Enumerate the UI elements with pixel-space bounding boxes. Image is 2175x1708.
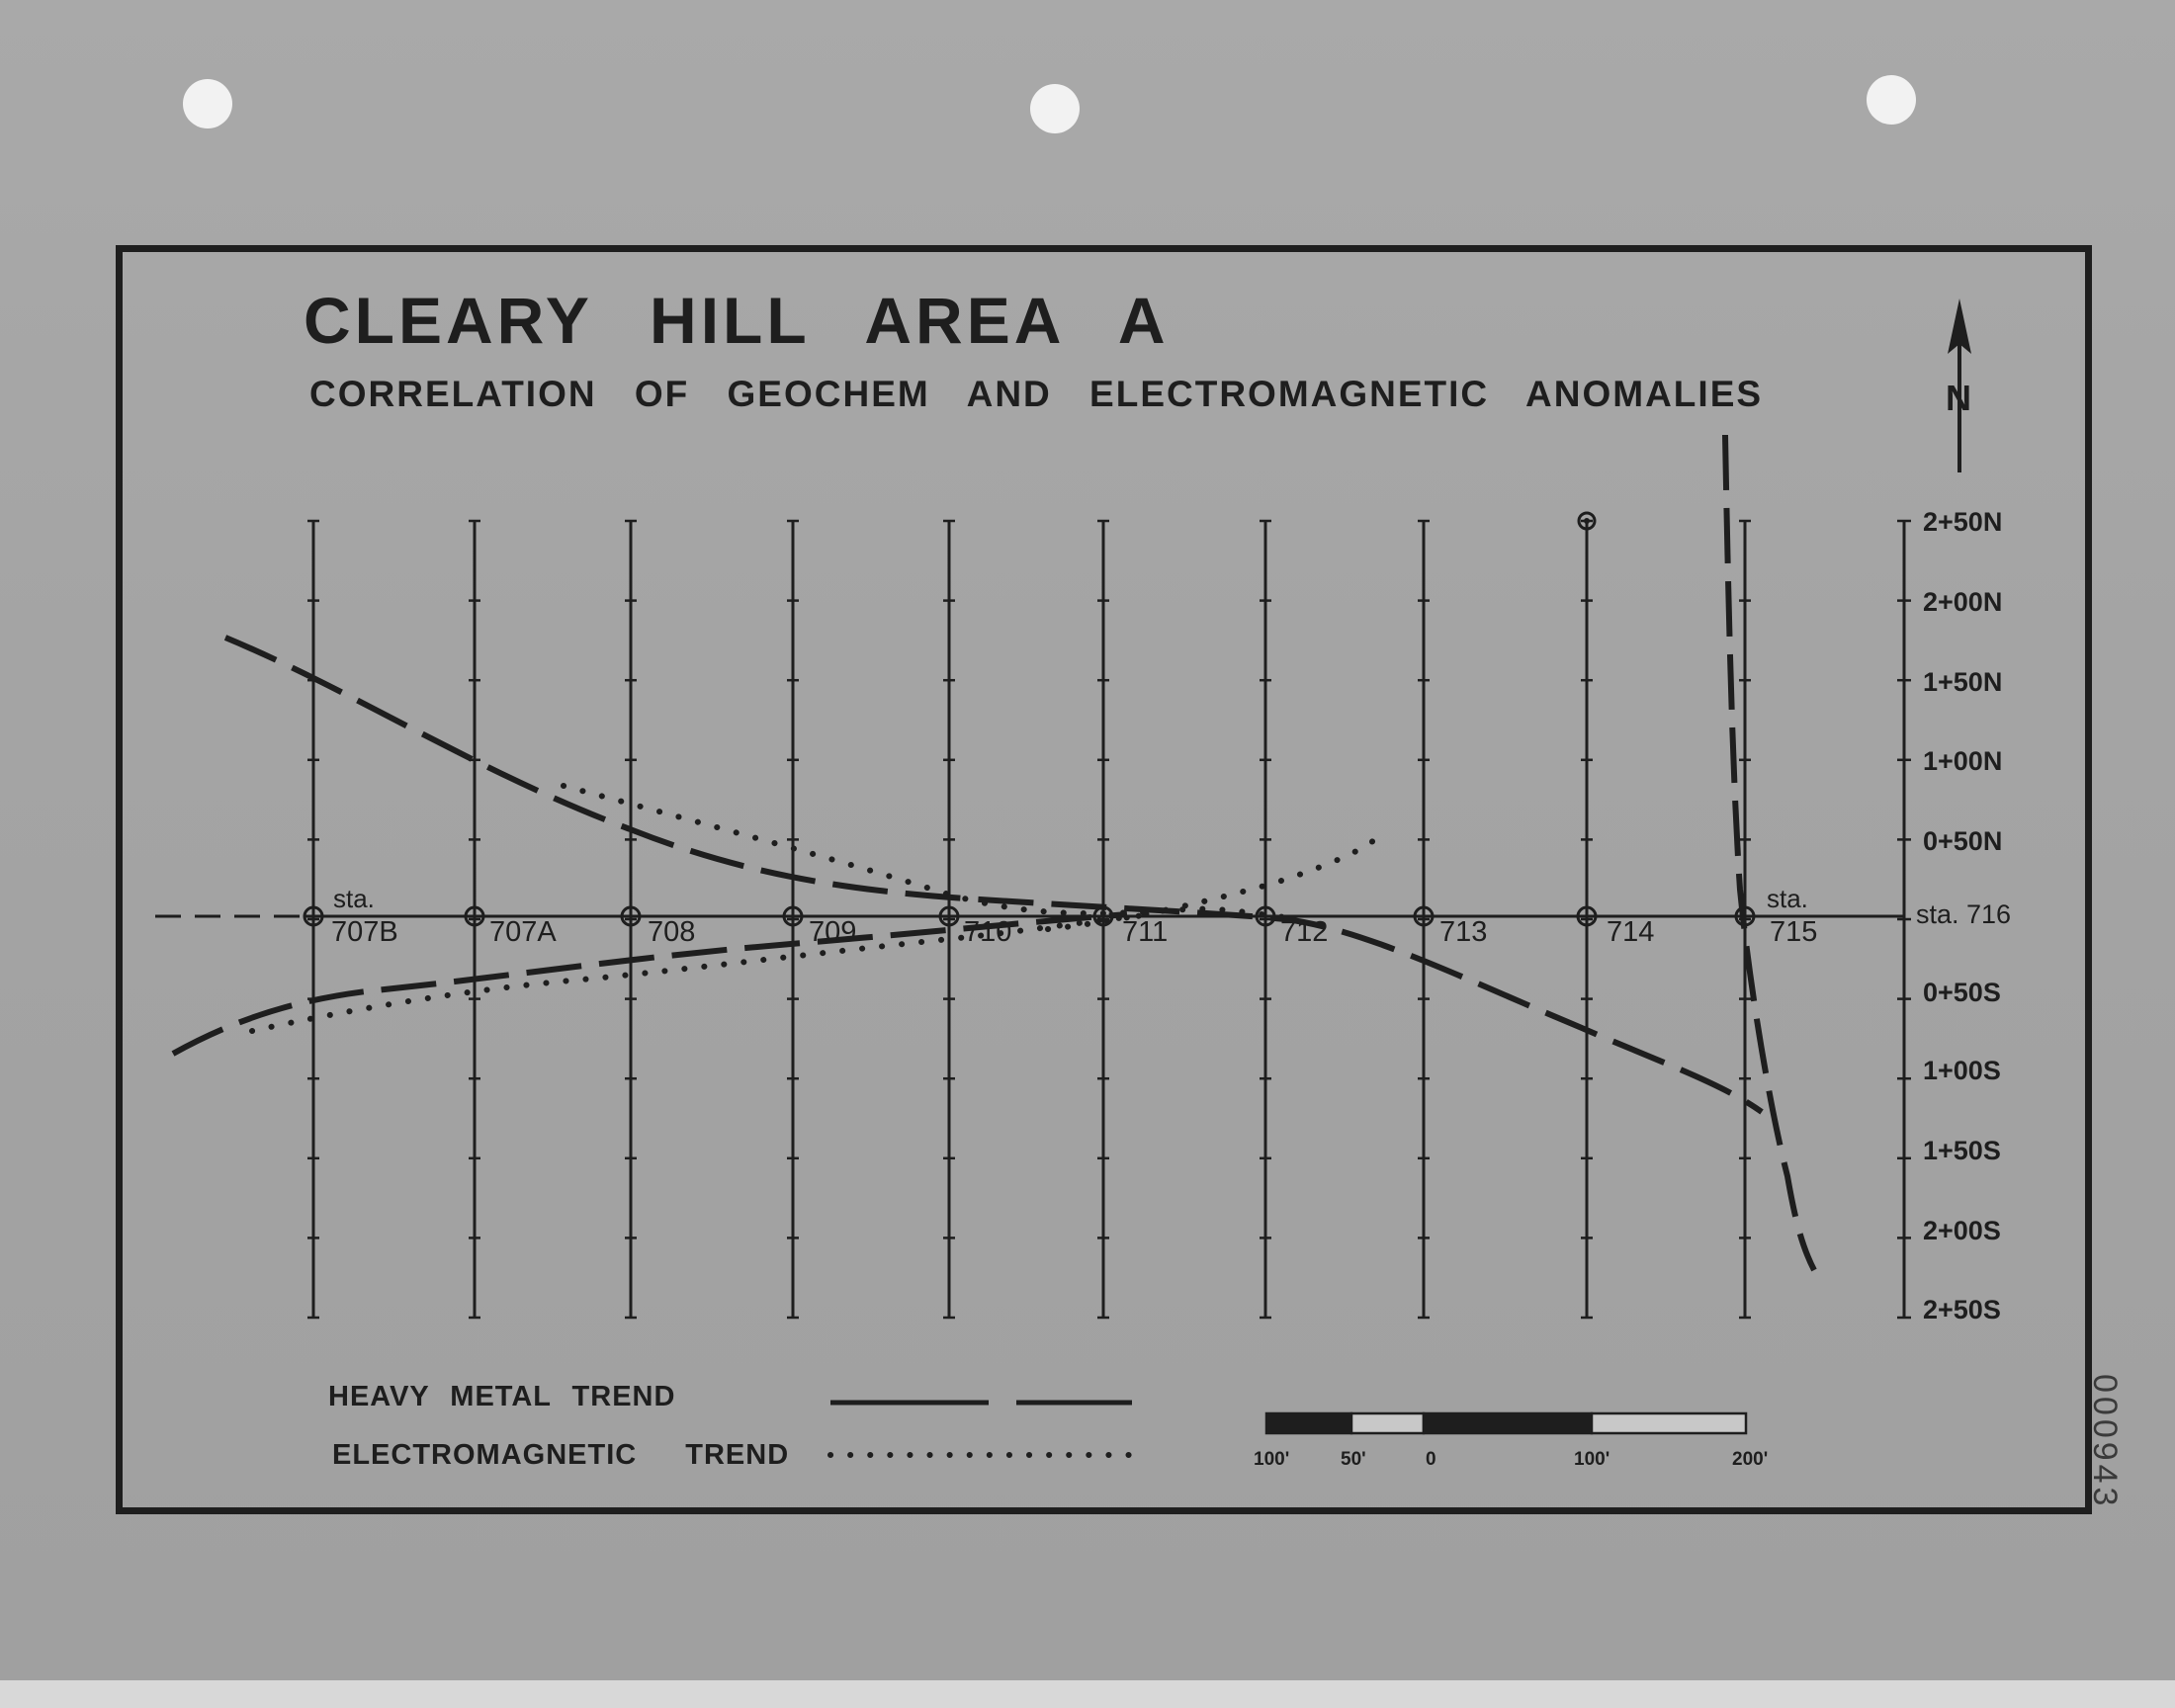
grid-axis-label: 1+50S bbox=[1923, 1136, 2001, 1165]
grid-axis-label: 2+00S bbox=[1923, 1216, 2001, 1245]
station-label-713: 713 bbox=[1439, 916, 1488, 948]
heavy-metal-trend-vertical bbox=[1725, 435, 1814, 1270]
station-label-707A: 707A bbox=[489, 916, 557, 948]
scan-note: 000943 bbox=[2086, 1374, 2124, 1510]
grid-axis-label: 1+00N bbox=[1923, 746, 2003, 776]
grid-axis-label: 2+00N bbox=[1923, 587, 2003, 617]
station-label-710: 710 bbox=[964, 916, 1012, 948]
drill-hole-dot bbox=[1584, 518, 1590, 524]
scale-bar-segment bbox=[1592, 1413, 1746, 1433]
station-label-715: 715 bbox=[1770, 916, 1818, 948]
map-title: CLEARY HILL AREA A bbox=[304, 284, 1170, 357]
scale-bar-label: 100' bbox=[1574, 1449, 1610, 1470]
station-prefix-right: sta. bbox=[1767, 884, 1808, 913]
scale-bar-segment bbox=[1351, 1413, 1424, 1433]
baseline bbox=[155, 513, 1903, 925]
station-label-712: 712 bbox=[1280, 916, 1329, 948]
trend-lines bbox=[173, 435, 1814, 1270]
grid-axis-label: 2+50N bbox=[1923, 507, 2003, 537]
baseline-label: sta. 716 bbox=[1916, 899, 2012, 929]
grid-axis-label: 0+50N bbox=[1923, 826, 2003, 856]
station-label-708: 708 bbox=[648, 916, 696, 948]
scale-bar-label: 0 bbox=[1426, 1449, 1436, 1470]
station-label-709: 709 bbox=[809, 916, 857, 948]
grid-axis-label: 0+50S bbox=[1923, 978, 2001, 1007]
grid-axis-label: 1+00S bbox=[1923, 1056, 2001, 1085]
north-arrow-label: N bbox=[1946, 378, 1971, 418]
station-label-714: 714 bbox=[1607, 916, 1655, 948]
grid-axis-label: 2+50S bbox=[1923, 1295, 2001, 1324]
map-subtitle: CORRELATION OF GEOCHEM AND ELECTROMAGNETIC ANOMALIES bbox=[309, 374, 1764, 414]
heavy-metal-trend-upper bbox=[225, 638, 1762, 1112]
legend-electromagnetic-label: ELECTROMAGNETIC TREND bbox=[332, 1439, 790, 1471]
scale-bar bbox=[1254, 1413, 1768, 1470]
legend-symbols bbox=[830, 1403, 1137, 1455]
scale-bar-segment bbox=[1424, 1413, 1592, 1433]
north-arrow bbox=[1946, 299, 1971, 472]
scale-bar-label: 100' bbox=[1254, 1449, 1290, 1470]
scale-bar-label: 50' bbox=[1341, 1449, 1366, 1470]
station-label-707B: 707B bbox=[331, 916, 398, 948]
station-prefix-left: sta. bbox=[333, 884, 375, 913]
station-label-711: 711 bbox=[1122, 916, 1169, 948]
grid-axis-label: 1+50N bbox=[1923, 667, 2003, 697]
scale-bar-label: 200' bbox=[1732, 1449, 1769, 1470]
legend-heavy-metal-label: HEAVY METAL TREND bbox=[328, 1381, 676, 1412]
scale-bar-segment bbox=[1266, 1413, 1351, 1433]
